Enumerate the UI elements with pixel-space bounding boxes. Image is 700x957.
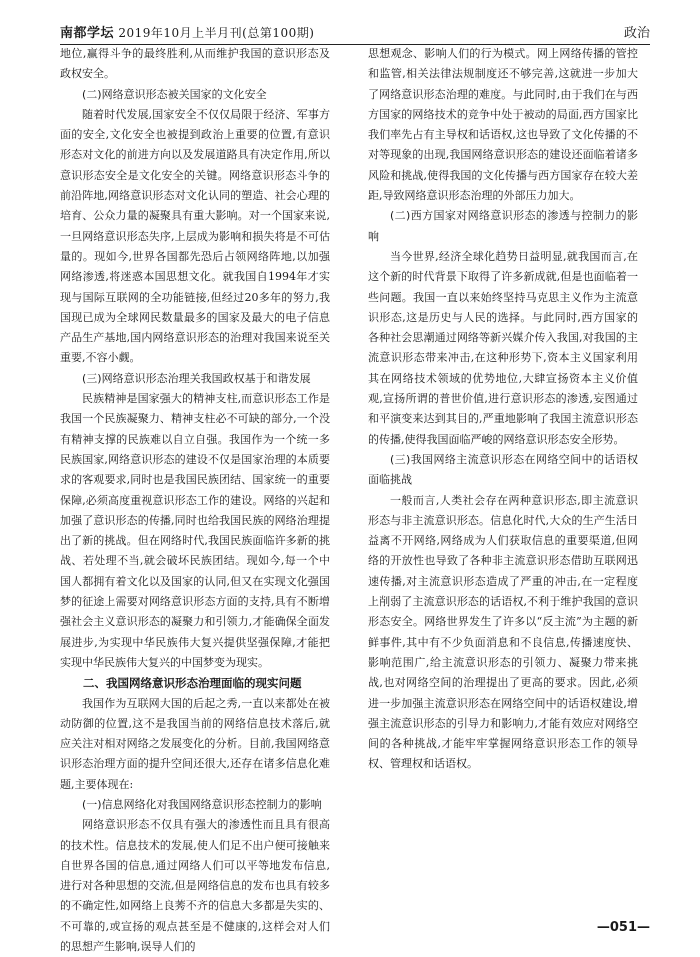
section-heading: 二、我国网络意识形态治理面临的现实问题 [83, 676, 302, 691]
paragraph: 一般而言,人类社会存在两种意识形态,即主流意识形态与非主流意识形态。信息化时代,大众的生产生活日益离不开网络,网络成为人们获取信息的重要渠道,但网络的开放性也导致了各种非主流意识形态借助互联网迅速传播,对主流意识形态造成了严重的冲击,在一定程度上削弱了主流意识形态的话语权,不利于维护我国的意识形态安全。网络世界发生了许多以“反主流”为主题的新鲜事件,其中有不少负面消息和不良信息,传播速度快、影响范围广,给主流意识形态的引领力、凝聚力带来挑战,也对网络空间的治理提出了更高的要求。因此,必须进一步加强主流意识形态在网络空间中的话语权建设,增强主流意识形态的引导力和影响力,才能有效应对网络空间的各种挑战,才能牢牢掌握网络意识形态工作的领导权、管理权和话语权。 [368, 493, 638, 771]
page-header [60, 20, 650, 45]
paragraph: 地位,赢得斗争的最终胜利,从而维护我国的意识形态及政权安全。 [60, 47, 330, 81]
section-heading: (一)信息网络化对我国网络意识形态控制力的影响 [82, 797, 322, 811]
journal-name: 南都学坛 [60, 26, 115, 41]
left-column [60, 44, 330, 957]
section-heading: (二)网络意识形态被关国家的文化安全 [82, 87, 267, 101]
page-number: —051— [596, 920, 650, 935]
section-label: 政治 [623, 26, 650, 41]
paragraph: 民族精神是国家强大的精神支柱,而意识形态工作是我国一个民族凝聚力、精神支柱必不可缺的部分,一个没有精神支撑的民族难以自立自强。我国作为一个统一多民族国家,网络意识形态的建设不仅是国家治理的本质要求的客观要求,同时也是我国民族团结、国家统一的重要保障,必须高度重视意识形态工作的建设。网络的兴起和加强了意识形态的传播,同时也给我国民族的网络治理提出了新的挑战。但在网络时代,我国民族面临许多新的挑战、若处理不当,就会破坏民族团结。现如今,每一个中国人都拥有着文化以及国家的认同,但又在实现文化强国梦的征途上需要对网络意识形态方面的支持,具有不断增强社会主义意识形态的凝聚力和引领力,才能确保全面发展进步,为实现中华民族伟大复兴提供坚强保障,才能把实现中华民族伟大复兴的中国梦变为现实。 [60, 392, 330, 669]
section-heading: (三)我国网络主流意识形态在网络空间中的话语权面临挑战 [368, 452, 638, 487]
masthead [60, 22, 314, 41]
section-heading: (三)网络意识形态治理关我国政权基于和谐发展 [82, 371, 311, 385]
paragraph: 我国作为互联网大国的后起之秀,一直以来都处在被动防御的位置,这不是我国当前的网络信息技术落后,就应关注对相对网络之发展变化的分析。目前,我国网络意识形态治理方面的提升空间还很大,还存在诸多信息化难题,主要体现在: [60, 696, 330, 791]
issue-info: 2019年10月上半月刊(总第100期) [118, 26, 315, 40]
paragraph: 网络意识形态不仅具有强大的渗透性而且具有很高的技术性。信息技术的发展,使人们足不出户便可接触来自世界各国的信息,通过网络人们可以平等地发布信息,进行对各种思想的交流,但是网络信息的发布也具有较多的不确定性,如网络上良莠不齐的信息大多都是失实的、不可靠的,或宣扬的观点甚至是不健康的,这样会对人们的思想产生影响,误导人们的 [60, 818, 330, 954]
section-heading: (二)西方国家对网络意识形态的渗透与控制力的影响 [368, 209, 638, 243]
paragraph: 当今世界,经济全球化趋势日益明显,就我国而言,在这个新的时代背景下取得了许多新成就,但是也面临着一些问题。我国一直以来始终坚持马克思主义作为主流意识形态,这是历史与人民的选择。与此同时,西方国家的各种社会思潮通过网络等新兴媒介传入我国,对我国的主流意识形态带来冲击,在这种形势下,资本主义国家利用其在网络技术领域的优势地位,大肆宣扬资本主义价值观,宣扬所谓的普世价值,进行意识形态的渗透,妄图通过和平演变来达到其目的,严重地影响了我国主流意识形态的传播,使得我国面临严峻的网络意识形态安全形势。 [368, 249, 638, 446]
right-column [368, 44, 638, 775]
paragraph: 思想观念、影响人们的行为模式。网上网络传播的管控和监管,相关法律法规制度还不够完善,这就进一步加大了网络意识形态治理的难度。与此同时,由于我们在与西方国家的网络技术的竞争中处于被动的局面,西方国家比我们率先占有主导权和话语权,这也导致了文化传播的不对等现象的出现,我国网络意识形态的建设还面临着诸多风险和挑战,使得我国的文化传播与西方国家存在较大差距,导致网络意识形态治理的外部压力加大。 [368, 47, 638, 203]
paragraph: 随着时代发展,国家安全不仅仅局限于经济、军事方面的安全,文化安全也被提到政治上重要的位置,有意识形态对文化的前进方向以及发展道路具有决定作用,所以意识形态安全是文化安全的关键。网络意识形态斗争的前沿阵地,网络意识形态对文化认同的塑造、社会心理的培育、公众力量的凝聚具有重大影响。对一个国家来说,一旦网络意识形态失序,上层成为影响和损失将是不可估量的。现如今,世界各国都先恐后占领网络阵地,以加强网络渗透,将迷惑本国思想文化。就我国自1994年才实现与国际互联网的全功能链接,但经过20多年的努力,我国现已成为全球网民数量最多的国家及最大的电子信息产品生产基地,国内网络意识形态的治理对我国来说至关重要,不容小觑。 [60, 107, 330, 365]
